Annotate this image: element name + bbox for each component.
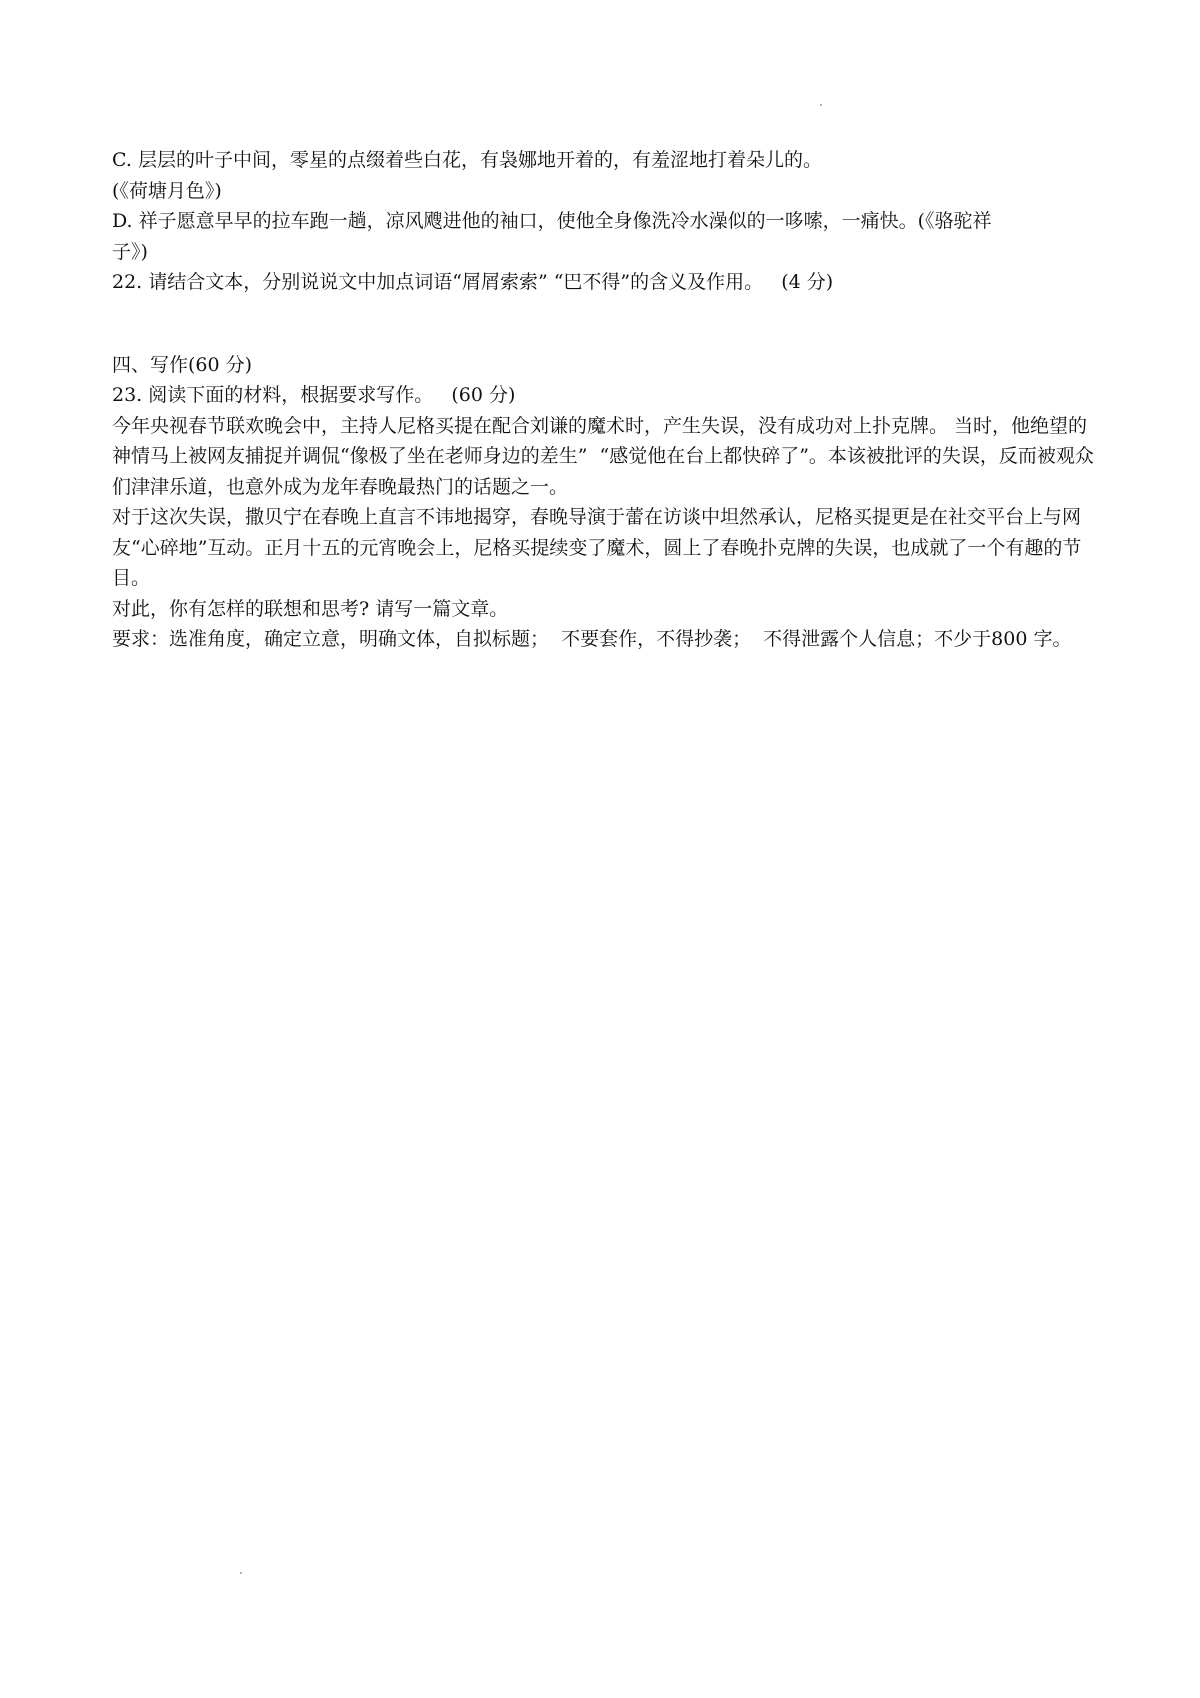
writing-prompt: 对此，你有怎样的联想和思考? 请写一篇文章。 (112, 597, 509, 620)
document-body (112, 145, 1102, 655)
scan-artifact-dot (820, 104, 822, 106)
option-c-source: (《荷塘月色》) (112, 179, 222, 202)
question-23: 23. 阅读下面的材料，根据要求写作。 (60 分) (112, 384, 516, 406)
option-d-text: D. 祥子愿意早早的拉车跑一趟，凉风飕进他的袖口，使他全身像洗冷水澡似的一哆嗦，一痛快。(《骆驼祥 (112, 210, 992, 232)
option-d-source: 子》) (112, 240, 148, 263)
option-c-text: C. 层层的叶子中间，零星的点缀着些白花，有袅娜地开着的，有羞涩地打着朵儿的。 (112, 149, 822, 171)
writing-requirements: 要求：选准角度，确定立意，明确文体，自拟标题； 不要套作，不得抄袭； 不得泄露个人信息；不少于800 字。 (112, 628, 1072, 650)
material-paragraph-2: 对于这次失误，撒贝宁在春晚上直言不讳地揭穿，春晚导演于蕾在访谈中坦然承认，尼格买提更是在社交平台上与网友“心碎地”互动。正月十五的元宵晚会上，尼格买提续变了魔术，圆上了春晚扑克牌的失误，也成就了一个有趣的节目。 (112, 506, 1082, 589)
material-paragraph-1: 今年央视春节联欢晚会中，主持人尼格买提在配合刘谦的魔术时，产生失误，没有成功对上扑克牌。 当时，他绝望的神情马上被网友捕捉并调侃“像极了坐在老师身边的差生” “感觉他在台上都快碎了”。本该被批评的失误，反而被观众们津津乐道，也意外成为龙年春晚最热门的话题之一。 (112, 414, 1094, 498)
section-spacer (112, 298, 1102, 350)
scan-artifact-dot (240, 1572, 242, 1574)
question-22: 22. 请结合文本，分别说说文中加点词语“屑屑索索” “巴不得”的含义及作用。 (4 分) (112, 271, 834, 293)
section-four-heading: 四、写作(60 分) (112, 353, 253, 376)
